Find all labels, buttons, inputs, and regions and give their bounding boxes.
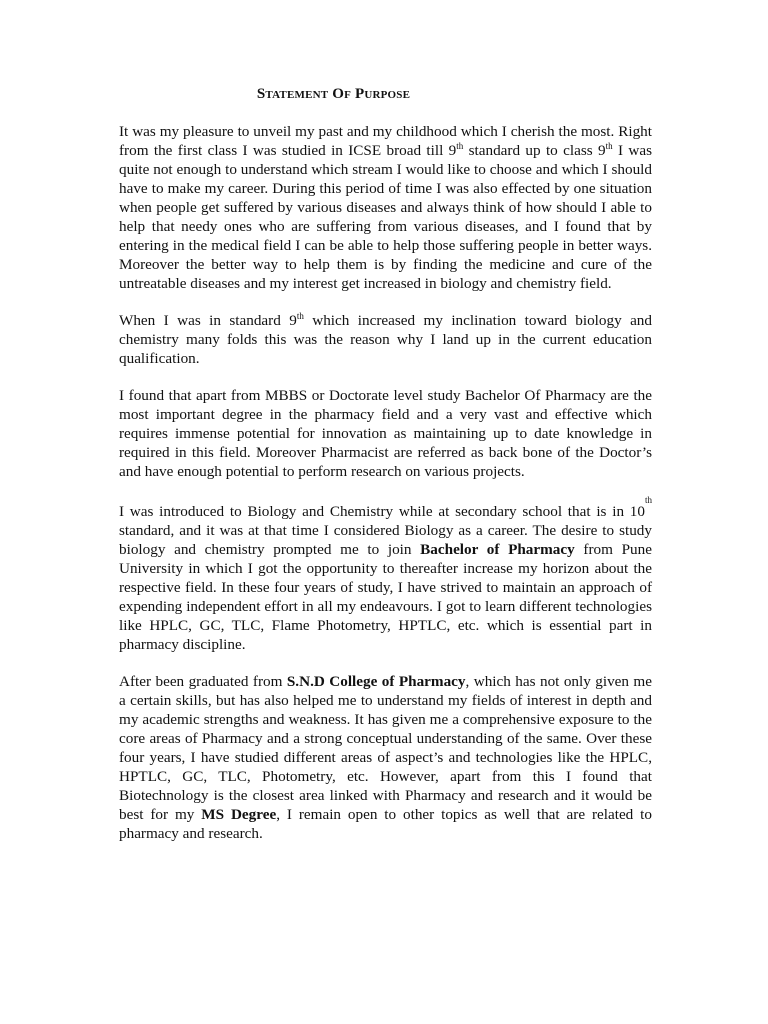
paragraph-3: I found that apart from MBBS or Doctorate level study Bachelor Of Pharmacy are the most important degree in the pharmacy field and a very vast and effective which requires immense potential for innovation as maintaining up to date knowledge in required in this field. Moreover Pharmacist are referred as back bone of the Doctor’s and have enough potential to perform research on various projects. (119, 387, 652, 480)
p5-bold-ms-degree: MS Degree (201, 806, 277, 823)
p1-text-b: standard up to class 9 (463, 142, 606, 159)
p4-bold-degree: Bachelor of Pharmacy (420, 541, 575, 558)
p5-bold-college: S.N.D College of Pharmacy (286, 673, 466, 690)
p2-text-a: When I was in standard 9 (119, 312, 297, 329)
title-text: Statement Of Purpose (256, 86, 411, 102)
paragraph-1 (119, 122, 652, 293)
p1-text-c: I was quite not enough to understand which stream I would like to choose and which I should have to make my career. During this period of time I was also effected by one situation when people get suffered by various diseases and always think of how should I able to help that needy ones who are suffering from various diseases, and I found that by entering in the medical field I can be able to help those suffering people in better ways. Moreover the better way to help them is by finding the medicine and cure of the untreatable diseases and my interest get increased in biology and chemistry field. (119, 142, 652, 292)
document-title (119, 86, 652, 103)
p4-sup: th (644, 495, 652, 505)
paragraph-4 (119, 495, 652, 654)
paragraph-2 (119, 311, 652, 368)
p4-text-a: I was introduced to Biology and Chemistry while at secondary school that is in 10 (119, 503, 645, 520)
p5-text-c: , I remain open to other topics as well that are related to pharmacy and research. (119, 806, 652, 842)
p2-text-b: which increased my inclination toward biology and chemistry many folds this was the reason why I land up in the current education qualification. (119, 312, 652, 367)
p4-text-c: from Pune University in which I got the opportunity to thereafter increase my horizon about the respective field. In these four years of study, I have strived to maintain an approach of expending independent effort in all my endeavours. I got to learn different technologies like HPLC, GC, TLC, Flame Photometry, HPTLC, etc. which is essential part in pharmacy discipline. (119, 541, 652, 653)
p1-sup-1: th (456, 141, 464, 151)
p1-text-a: It was my pleasure to unveil my past and my childhood which I cherish the most. Right from the first class I was studied in ICSE broad till 9 (119, 123, 652, 159)
paragraph-5 (119, 672, 652, 843)
document-page (119, 86, 652, 861)
p1-sup-2: th (605, 141, 613, 151)
p5-text-a: After been graduated from (119, 673, 287, 690)
p4-text-b: standard, and it was at that time I considered Biology as a career. The desire to study biology and chemistry prompted me to join (119, 522, 652, 558)
p2-sup: th (296, 311, 304, 321)
p5-text-b: , which has not only given me a certain skills, but has also helped me to understand my fields of interest in depth and my academic strengths and weakness. It has given me a comprehensive exposure to the core areas of Pharmacy and a strong conceptual understanding of the same. Over these four years, I have studied different areas of aspect’s and technologies like the HPLC, HPTLC, GC, TLC, Photometry, etc. However, apart from this I found that Biotechnology is the closest area linked with Pharmacy and research and it would be best for my (119, 673, 652, 823)
